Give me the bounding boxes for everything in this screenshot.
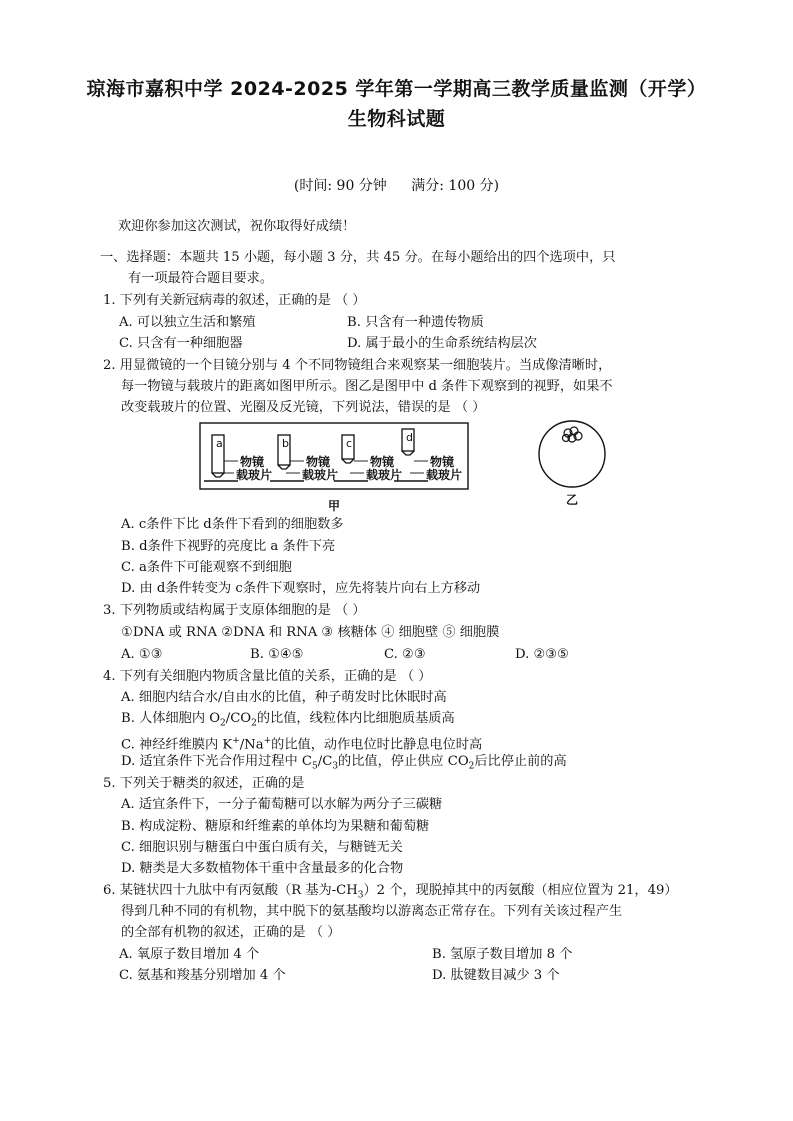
- q2-option-a: A. c条件下比 d条件下看到的细胞数多: [121, 517, 344, 532]
- figure-yi-caption: 乙: [566, 493, 579, 507]
- q4-option-a: A. 细胞内结合水/自由水的比值，种子萌发时比休眠时高: [121, 690, 447, 705]
- question-3-stem: 3. 下列物质或结构属于支原体细胞的是 （ ）: [103, 603, 366, 618]
- q3-option-d: D. ②③⑤: [515, 647, 569, 662]
- figure-jia-caption: 甲: [328, 499, 341, 513]
- label-c: c: [346, 437, 353, 450]
- question-1-stem: 1. 下列有关新冠病毒的叙述，正确的是 （ ）: [103, 293, 366, 308]
- section-heading: 一、选择题：本题共 15 小题，每小题 3 分，共 45 分。在每小题给出的四个选项中，只: [100, 250, 616, 265]
- q6-option-c: C. 氨基和羧基分别增加 4 个: [119, 968, 286, 983]
- q5-option-c: C. 细胞识别与糖蛋白中蛋白质有关，与糖链无关: [121, 840, 403, 855]
- question-2-stem-cont: 每一物镜与载玻片的距离如图甲所示。图乙是图甲中 d 条件下观察到的视野，如果不: [121, 379, 613, 394]
- question-6-stem: 6. 某链状四十九肽中有丙氨酸（R 基为$-CH_3)2$ 个，现脱掉其中的丙氨酸（相应位置为 21，49）: [103, 883, 678, 901]
- objective-label-a: 物镜: [240, 455, 265, 469]
- q1-option-c: C. 只含有一种细胞器: [119, 336, 243, 351]
- q6-option-d: D. 肽键数目减少 3 个: [432, 968, 560, 983]
- microscope-figure-yi: [536, 418, 608, 490]
- q4-option-d: D. 适宜条件下光合作用过程中 $C_5/C_3$的比值，停止供应 $CO_2$后比停止前的高: [121, 754, 567, 772]
- question-5-stem: 5. 下列关于糖类的叙述，正确的是: [103, 776, 305, 791]
- exam-time: (时间: 90 分钟: [293, 178, 387, 194]
- label-a: a: [216, 437, 223, 450]
- exam-subject: 生物科试题: [347, 108, 446, 130]
- q6-option-b: B. 氢原子数目增加 8 个: [432, 947, 573, 962]
- q1-option-b: B. 只含有一种遗传物质: [347, 315, 484, 330]
- intro-text: 欢迎你参加这次测试，祝你取得好成绩！: [118, 219, 356, 234]
- objective-label-b: 物镜: [306, 455, 331, 469]
- exam-meta: [0, 175, 793, 195]
- q2-option-b: B. d条件下视野的亮度比 a 条件下亮: [121, 539, 336, 554]
- label-d: d: [406, 431, 413, 444]
- objective-label-c: 物镜: [370, 455, 395, 469]
- q3-option-c: C. ②③: [384, 647, 426, 662]
- objective-label-d: 物镜: [430, 455, 455, 469]
- question-2-stem-cont2: 改变载玻片的位置、光圈及反光镜，下列说法，错误的是 （ ）: [121, 400, 486, 415]
- question-6-stem-cont2: 的全部有机物的叙述，正确的是 （ ）: [121, 925, 341, 940]
- slide-label-c: 载玻片: [366, 468, 403, 482]
- slide-label-a: 载玻片: [236, 468, 273, 482]
- section-heading-cont: 有一项最符合题目要求。: [128, 271, 274, 286]
- q1-option-a: A. 可以独立生活和繁殖: [119, 315, 256, 330]
- exam-title: 琼海市嘉积中学 2024-2025 学年第一学期高三教学质量监测（开学）: [86, 78, 707, 100]
- q5-option-b: B. 构成淀粉、糖原和纤维素的单体均为果糖和葡萄糖: [121, 819, 430, 834]
- q3-option-a: A. ①③: [121, 647, 163, 662]
- q3-option-b: B. ①④⑤: [250, 647, 304, 662]
- q6-option-a: A. 氧原子数目增加 4 个: [119, 947, 260, 962]
- q3-items: ①DNA 或 RNA ②DNA 和 RNA ③ 核糖体 ④ 细胞壁 ⑤ 细胞膜: [121, 625, 500, 640]
- q5-option-a: A. 适宜条件下，一分子葡萄糖可以水解为两分子三碳糖: [121, 797, 443, 812]
- question-4-stem: 4. 下列有关细胞内物质含量比值的关系，正确的是 （ ）: [103, 669, 432, 684]
- exam-score: 满分: 100 分): [411, 178, 500, 194]
- q4-option-b: B. 人体细胞内 $O_2/CO_2$的比值，线粒体内比细胞质基质高: [121, 711, 455, 729]
- q2-option-c: C. a条件下可能观察不到细胞: [121, 560, 292, 575]
- label-b: b: [282, 437, 289, 450]
- q4-option-c: C. 神经纤维膜内 K+/Na+的比值，动作电位时比静息电位时高: [121, 736, 483, 753]
- question-2-stem: 2. 用显微镜的一个目镜分别与 4 个不同物镜组合来观察某一细胞装片。当成像清晰时，: [103, 358, 612, 373]
- slide-label-d: 载玻片: [426, 468, 463, 482]
- q1-option-d: D. 属于最小的生命系统结构层次: [347, 336, 537, 351]
- question-6-stem-cont: 得到几种不同的有机物，其中脱下的氨基酸均以游离态正常存在。下列有关该过程产生: [121, 904, 623, 919]
- q2-option-d: D. 由 d条件转变为 c条件下观察时，应先将装片向右上方移动: [121, 581, 481, 596]
- q5-option-d: D. 糖类是大多数植物体干重中含量最多的化合物: [121, 861, 404, 876]
- slide-label-b: 载玻片: [302, 468, 339, 482]
